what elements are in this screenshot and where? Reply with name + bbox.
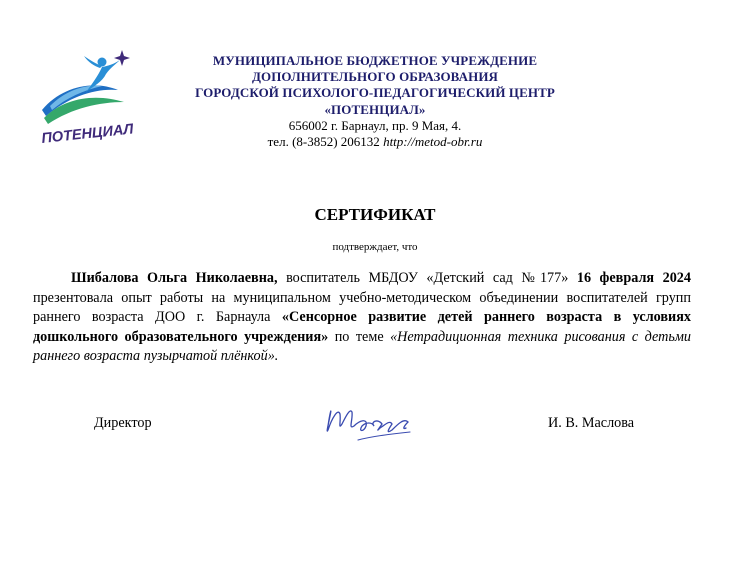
- director-name: И. В. Маслова: [548, 415, 635, 431]
- org-address: 656002 г. Барнаул, пр. 9 Мая, 4.: [288, 117, 462, 133]
- director-label: Директор: [94, 415, 152, 431]
- org-name-line: «ПОТЕНЦИАЛ»: [324, 101, 426, 117]
- org-contacts: [150, 134, 600, 151]
- presentation-theme: «Нетрадиционная техника рисования с детьми раннего возраста пузырчатой плёнкой».: [33, 328, 691, 364]
- logo-text: ПОТЕНЦИАЛ: [40, 121, 135, 147]
- org-name-line: ДОПОЛНИТЕЛЬНОГО ОБРАЗОВАНИЯ: [251, 69, 499, 85]
- certificate-body: [33, 269, 691, 367]
- potential-logo: [36, 44, 154, 152]
- presentation-topic: «Сенсорное развитие детей раннего возраста в условиях дошкольного образовательного учреждения»: [33, 309, 692, 345]
- body-text-2: по теме: [328, 328, 391, 345]
- handwritten-signature: [318, 396, 418, 450]
- confirms-text: подтверждает, что: [332, 241, 418, 253]
- organization-header: [150, 53, 600, 151]
- org-name-line: ГОРОДСКОЙ ПСИХОЛОГО-ПЕДАГОГИЧЕСКИЙ ЦЕНТР: [195, 85, 555, 101]
- certificate-title: СЕРТИФИКАТ: [314, 205, 436, 224]
- org-website-link[interactable]: http://metod-obr.ru: [383, 134, 483, 150]
- event-date: 16 февраля 2024: [576, 270, 691, 286]
- body-text-1: презентовала опыт работы на муниципальном учебно-методическом объединении воспитателей групп раннего возраста ДОО г. Барнаула: [33, 289, 691, 325]
- recipient-position: воспитатель МБДОУ «Детский сад №177»: [277, 270, 577, 286]
- org-phone: тел. (8-3852) 206132: [267, 134, 384, 150]
- logo-star-icon: [114, 50, 130, 66]
- org-name-line: МУНИЦИПАЛЬНОЕ БЮДЖЕТНОЕ УЧРЕЖДЕНИЕ: [212, 53, 538, 68]
- recipient-name: Шибалова Ольга Николаевна,: [71, 270, 278, 286]
